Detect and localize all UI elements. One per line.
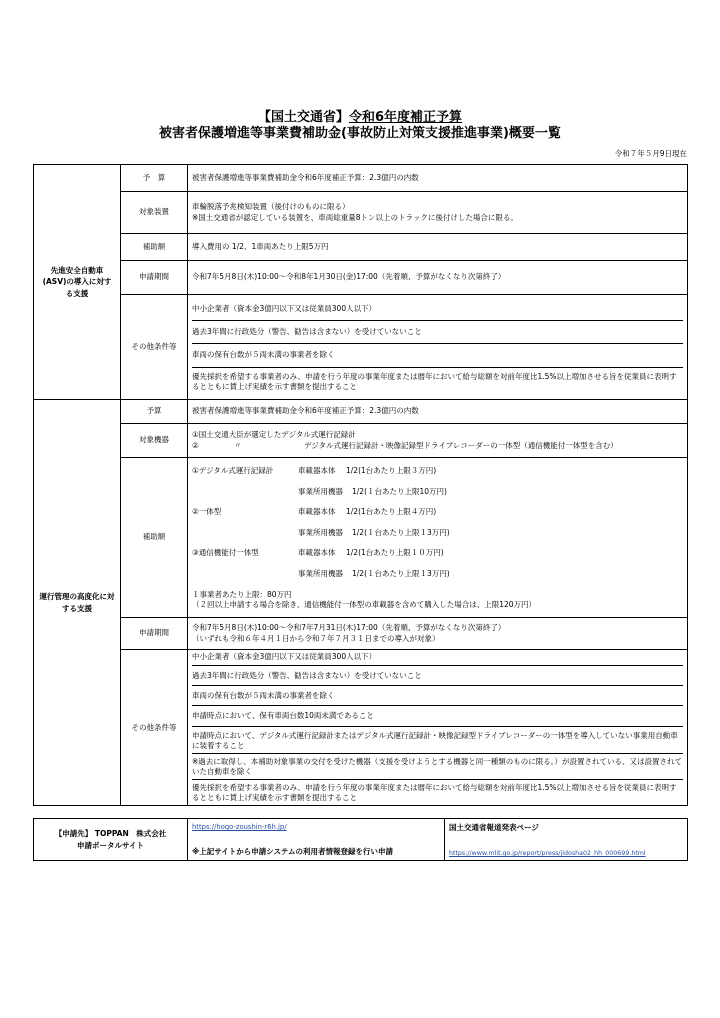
- conditions-list: [188, 295, 688, 400]
- condition-item: 申請時点において、保有車両台数10両未満であること: [192, 706, 683, 726]
- device-line: 車輪脱落予兆検知装置（後付けのものに限る）: [192, 202, 350, 212]
- subsidy-label: 補助額: [121, 234, 188, 261]
- subsidy-cap-note: （２回以上申請する場合を除き、通信機能付一体型の車載器を含めて購入した場合は、上限120万円）: [192, 600, 537, 610]
- subsidy-item: [192, 564, 683, 585]
- footer-table: [33, 818, 688, 861]
- device-name: ③通信機能付一体型: [192, 548, 259, 557]
- device-kind: 事業所用機器: [298, 486, 343, 496]
- condition-item: ※過去に取得し、本補助対象事業の交付を受けた機器（支援を受けようとする機器と同一種類のものに限る。）が設置されている、又は設置されていた自動車を除く: [192, 754, 683, 780]
- period-line: （いずれも令和６年４月１日から令和７年７月３１日までの導入が対象）: [192, 633, 440, 643]
- condition-item: 車両の保有台数が５両未満の事業者を除く: [192, 344, 683, 367]
- device-content: [188, 192, 688, 234]
- device-kind: 事業所用機器: [298, 568, 343, 578]
- budget-text: 被害者保護増進等事業費補助金令和6年度補正予算：2.3億円の内数: [188, 400, 688, 424]
- device-line: [192, 441, 683, 451]
- portal-link[interactable]: https://hogo-zoushin-r6h.jp/: [192, 823, 287, 831]
- subsidy-label: 補助額: [121, 458, 188, 618]
- press-cell: [445, 819, 688, 861]
- subsidy-amount: 1/2(１台あたり上限10万円): [352, 486, 447, 496]
- condition-item: 中小企業者（資本金3億円以下又は従業員300人以下）: [192, 650, 683, 666]
- subsidy-amount: 1/2(1台あたり上限３万円): [346, 466, 437, 475]
- subsidy-amount: 1/2(１台あたり上限１3万円): [352, 568, 450, 578]
- device-num: ②: [192, 440, 199, 450]
- subsidy-amount: 1/2(1台あたり上限４万円): [346, 507, 437, 516]
- subsidy-item: [192, 461, 683, 482]
- conditions-list: [188, 650, 688, 806]
- condition-item: 優先採択を希望する事業者のみ、申請を行う年度の事業年度または暦年において給与総額を対前年度比1.5%以上増加させる旨を従業員に表明するとともに賃上げ実績を示す書類を提出すること: [192, 371, 677, 391]
- device-label: 対象装置: [121, 192, 188, 234]
- applicant-cell: [34, 819, 188, 861]
- portal-cell: [188, 819, 445, 861]
- press-link[interactable]: https://www.mlit.go.jp/report/press/jidosha02_hh_000699.html: [449, 850, 646, 857]
- ditto-mark: 〃: [234, 440, 242, 450]
- device-label: 対象機器: [121, 424, 188, 458]
- conditions-label: その他条件等: [121, 295, 188, 400]
- device-line-rest: デジタル式運行記録計・映像記録型ドライブレコーダーの一体型（通信機能付一体型を含む）: [304, 440, 618, 450]
- subsidy-item: [192, 543, 683, 564]
- page-title-line2: 被害者保護増進等事業費補助金(事故防止対策支援推進事業)概要一覧: [159, 126, 561, 141]
- subsidy-text: 導入費用の 1/2、1車両あたり上限5万円: [188, 234, 688, 261]
- applicant-name: 【申請先】 TOPPAN 株式会社: [54, 828, 167, 838]
- device-kind: 車載器本体: [298, 548, 336, 557]
- subsidy-item: [192, 502, 683, 523]
- device-kind: 事業所用機器: [298, 527, 343, 537]
- period-line: 令和7年5月8日(木)10:00～令和7年7月31日(木)17:00（先着順、予算がなくなり次第終了）: [192, 623, 506, 633]
- subsidy-content: [188, 458, 688, 618]
- portal-note: ※上記サイトから申請システムの利用者情報登録を行い申請: [192, 847, 394, 856]
- budget-label: 予算: [121, 400, 188, 424]
- device-name: ②一体型: [192, 507, 222, 516]
- condition-item: 過去3年間に行政処分（警告、勧告は含まない）を受けていないこと: [192, 321, 683, 344]
- budget-text: 被害者保護増進等事業費補助金令和6年度補正予算：2.3億円の内数: [188, 165, 688, 192]
- condition-item: 優先採択を希望する事業者のみ、申請を行う年度の事業年度または暦年において給与総額を対前年度比1.5%以上増加させる旨を従業員に表明するとともに賃上げ実績を示す書類を提出すること: [192, 783, 677, 803]
- title-prefix: 【国土交通省】: [257, 110, 349, 125]
- period-text: 令和7年5月8日(木)10:00～令和8年1月30日(金)17:00（先着順、予算がなくなり次第終了）: [188, 261, 688, 295]
- condition-item: 中小企業者（資本金3億円以下又は従業員300人以下）: [192, 300, 683, 321]
- device-line: ①国土交通大臣が選定したデジタル式運行記録計: [192, 430, 356, 440]
- device-line: ※国土交通省が認定している装置を、車両総重量8トン以上のトラックに後付けした場合に限る。: [192, 212, 518, 222]
- date-stamp: 令和７年５月9日現在: [614, 149, 687, 158]
- device-kind: 車載器本体: [298, 507, 336, 516]
- condition-item: 過去3年間に行政処分（警告、勧告は含まない）を受けていないこと: [192, 666, 683, 686]
- budget-label: 予 算: [121, 165, 188, 192]
- title-underlined: 令和6年度補正予算: [348, 110, 463, 125]
- subsidy-cap: １事業者あたり上限：80万円: [192, 590, 292, 599]
- condition-item: 申請時点において、デジタル式運行記録計またはデジタル式運行記録計・映像記録型ドライブレコーダーの一体型を導入していない事業用自動車に装着すること: [192, 727, 683, 754]
- overview-table: [33, 164, 688, 806]
- device-name: ①デジタル式運行記録計: [192, 466, 274, 475]
- subsidy-amount: 1/2(１台あたり上限１3万円): [352, 527, 450, 537]
- device-content: [188, 424, 688, 458]
- period-label: 申請期間: [121, 618, 188, 650]
- press-title: 国土交通省報道発表ページ: [449, 823, 539, 832]
- period-content: [188, 618, 688, 650]
- subsidy-item: [192, 523, 683, 544]
- conditions-label: その他条件等: [121, 650, 188, 806]
- condition-item: 車両の保有台数が５両未満の事業者を除く: [192, 686, 683, 706]
- device-kind: 車載器本体: [298, 466, 336, 475]
- subsidy-item: [192, 482, 683, 503]
- section-asv-title: 先進安全自動車(ASV)の導入に対する支援: [34, 165, 121, 400]
- applicant-portal-label: 申請ポータルサイト: [77, 840, 144, 850]
- period-label: 申請期間: [121, 261, 188, 295]
- subsidy-amount: 1/2(1台あたり上限１０万円): [346, 548, 444, 557]
- section-operation-title: 運行管理の高度化に対する支援: [34, 400, 121, 806]
